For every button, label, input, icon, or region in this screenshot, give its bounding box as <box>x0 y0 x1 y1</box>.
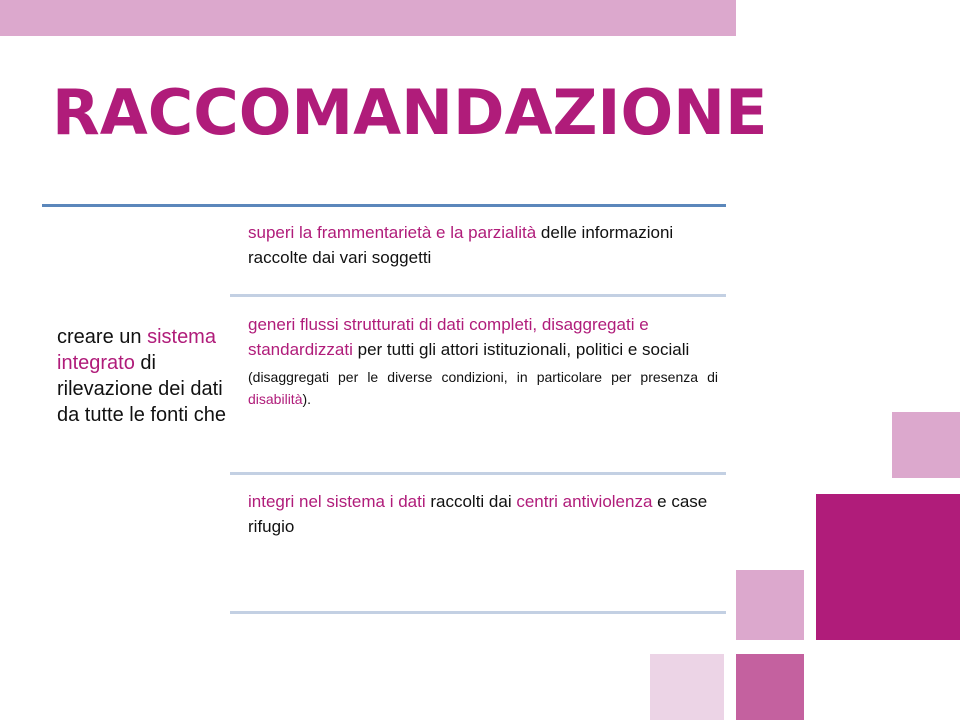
row-main-text <box>248 312 718 362</box>
row-text: per tutti gli attori istituzionali, politici e sociali <box>352 340 690 359</box>
note-highlight: disabilità <box>248 391 303 407</box>
left-highlight: sistema integrato <box>57 326 216 374</box>
left-text-part: di rilevazione dei dati da tutte le fonti che <box>57 352 227 426</box>
decorative-square <box>816 494 960 640</box>
table-row <box>248 312 718 410</box>
row-note <box>248 366 718 410</box>
row-highlight: centri antiviolenza <box>516 492 653 511</box>
row-highlight: superi la frammentarietà e la parzialità <box>248 223 537 242</box>
decorative-square <box>736 570 804 640</box>
note-text: (disaggregati per le diverse condizioni, in particolare per presenza di <box>248 369 718 385</box>
row-highlight: generi flussi strutturati di dati completi, disaggregati e standardizzati <box>248 315 649 359</box>
left-cell-text <box>57 324 227 428</box>
table-row <box>248 489 718 539</box>
row-divider <box>230 472 726 475</box>
table-row <box>248 220 718 270</box>
row-text: delle informazioni raccolte dai vari soggetti <box>248 223 674 267</box>
left-text-part: creare un <box>57 326 148 348</box>
top-decorative-bar <box>0 0 736 36</box>
row-text: raccolti dai <box>425 492 517 511</box>
decorative-square <box>892 412 960 478</box>
note-text: ). <box>302 391 312 407</box>
row-text: e case rifugio <box>248 492 708 536</box>
row-highlight: integri nel sistema i dati <box>248 492 426 511</box>
table-top-rule <box>42 204 726 207</box>
decorative-square <box>650 654 724 720</box>
slide-title: RACCOMANDAZIONE <box>52 76 768 149</box>
table-bottom-rule <box>230 611 726 614</box>
row-divider <box>230 294 726 297</box>
decorative-square <box>736 654 804 720</box>
